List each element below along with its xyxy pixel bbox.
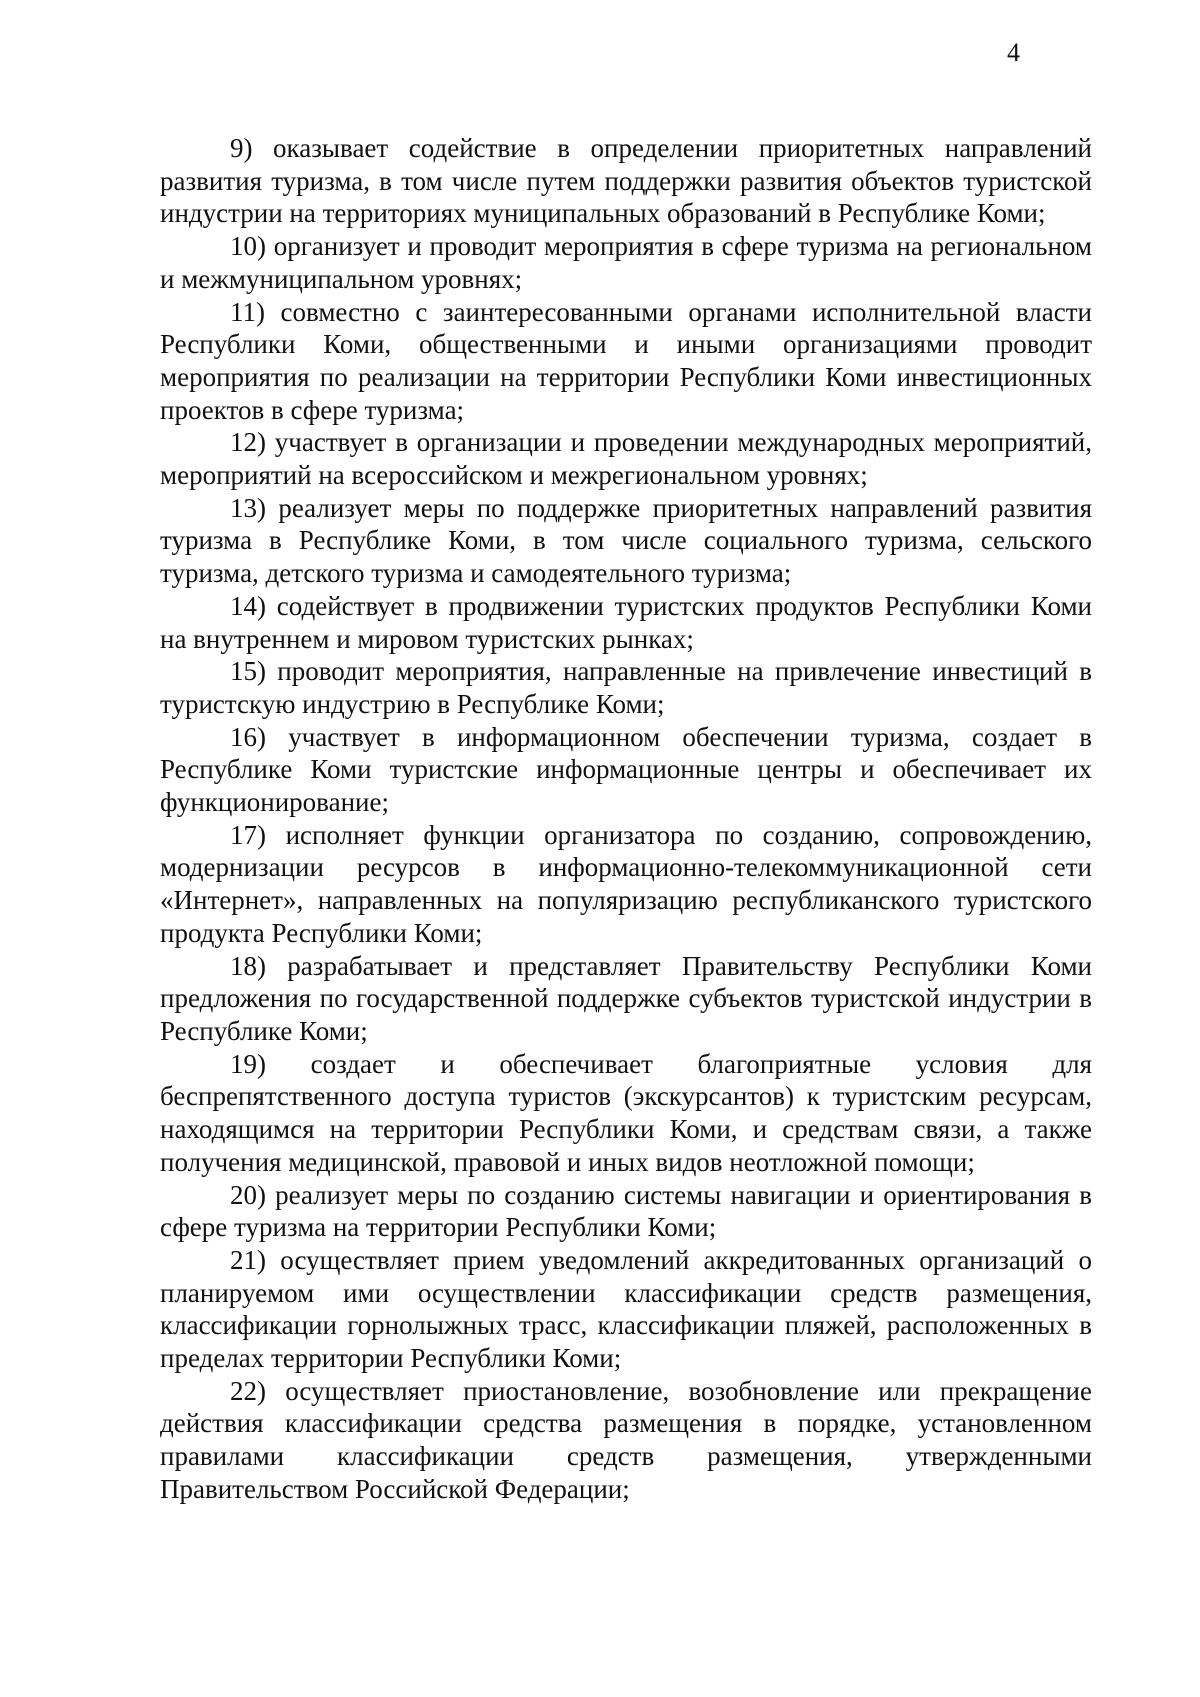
list-item-15: 15) проводит мероприятия, направленные на привлечение инвестиций в туристскую индустрию в Республике Коми;	[160, 656, 1092, 719]
list-item-19: 19) создает и обеспечивает благоприятные условия для беспрепятственного доступа туристов (экскурсантов) к туристским ресурсам, находящимся на территории Республики Коми, и средствам связи, а также получения медицинской, правовой и иных видов неотложной помощи;	[160, 1048, 1092, 1177]
list-item-9: 9) оказывает содействие в определении приоритетных направлений развития туризма, в том числе путем поддержки развития объектов туристской индустрии на территориях муниципальных образований в Республике Коми;	[160, 133, 1092, 229]
list-item-13: 13) реализует меры по поддержке приоритетных направлений развития туризма в Республике Коми, в том числе социального туризма, сельского туризма, детского туризма и самодеятельного туризма;	[160, 492, 1092, 589]
list-item-21: 21) осуществляет прием уведомлений аккредитованных организаций о планируемом ими осуществлении классификации средств размещения, классификации горнолыжных трасс, классификации пляжей, расположенных в пределах территории Республики Коми;	[160, 1244, 1092, 1374]
list-item-17: 17) исполняет функции организатора по созданию, сопровождению, модернизации ресурсов в информационно-телекоммуникационной сети «Интернет», направленных на популяризацию республиканского туристского продукта Республики Коми;	[160, 819, 1092, 948]
list-item-12: 12) участвует в организации и проведении международных мероприятий, мероприятий на всероссийском и межрегиональном уровнях;	[160, 427, 1092, 491]
list-item-16: 16) участвует в информационном обеспечении туризма, создает в Республике Коми туристские информационные центры и обеспечивает их функционирование;	[160, 721, 1092, 818]
list-item-10: 10) организует и проводит мероприятия в сфере туризма на региональном и межмуниципальном уровнях;	[160, 231, 1092, 294]
list-item-20: 20) реализует меры по созданию системы навигации и ориентирования в сфере туризма на территории Республики Коми;	[160, 1179, 1092, 1243]
list-item-22: 22) осуществляет приостановление, возобновление или прекращение действия классификации средства размещения в порядке, установленном правилами классификации средств размещения, утвержденными Правительством Российской Федерации;	[160, 1375, 1092, 1504]
list-item-18: 18) разрабатывает и представляет Правительству Республики Коми предложения по государственной поддержке субъектов туристской индустрии в Республике Коми;	[160, 950, 1092, 1046]
list-item-14: 14) содействует в продвижении туристских продуктов Республики Коми на внутреннем и мировом туристских рынках;	[160, 590, 1092, 654]
document-body	[160, 132, 1092, 1506]
page-number: 4	[1007, 38, 1020, 67]
list-item-11: 11) совместно с заинтересованными органами исполнительной власти Республики Коми, общественными и иными организациями проводит мероприятия по реализации на территории Республики Коми инвестиционных проектов в сфере туризма;	[160, 296, 1092, 425]
